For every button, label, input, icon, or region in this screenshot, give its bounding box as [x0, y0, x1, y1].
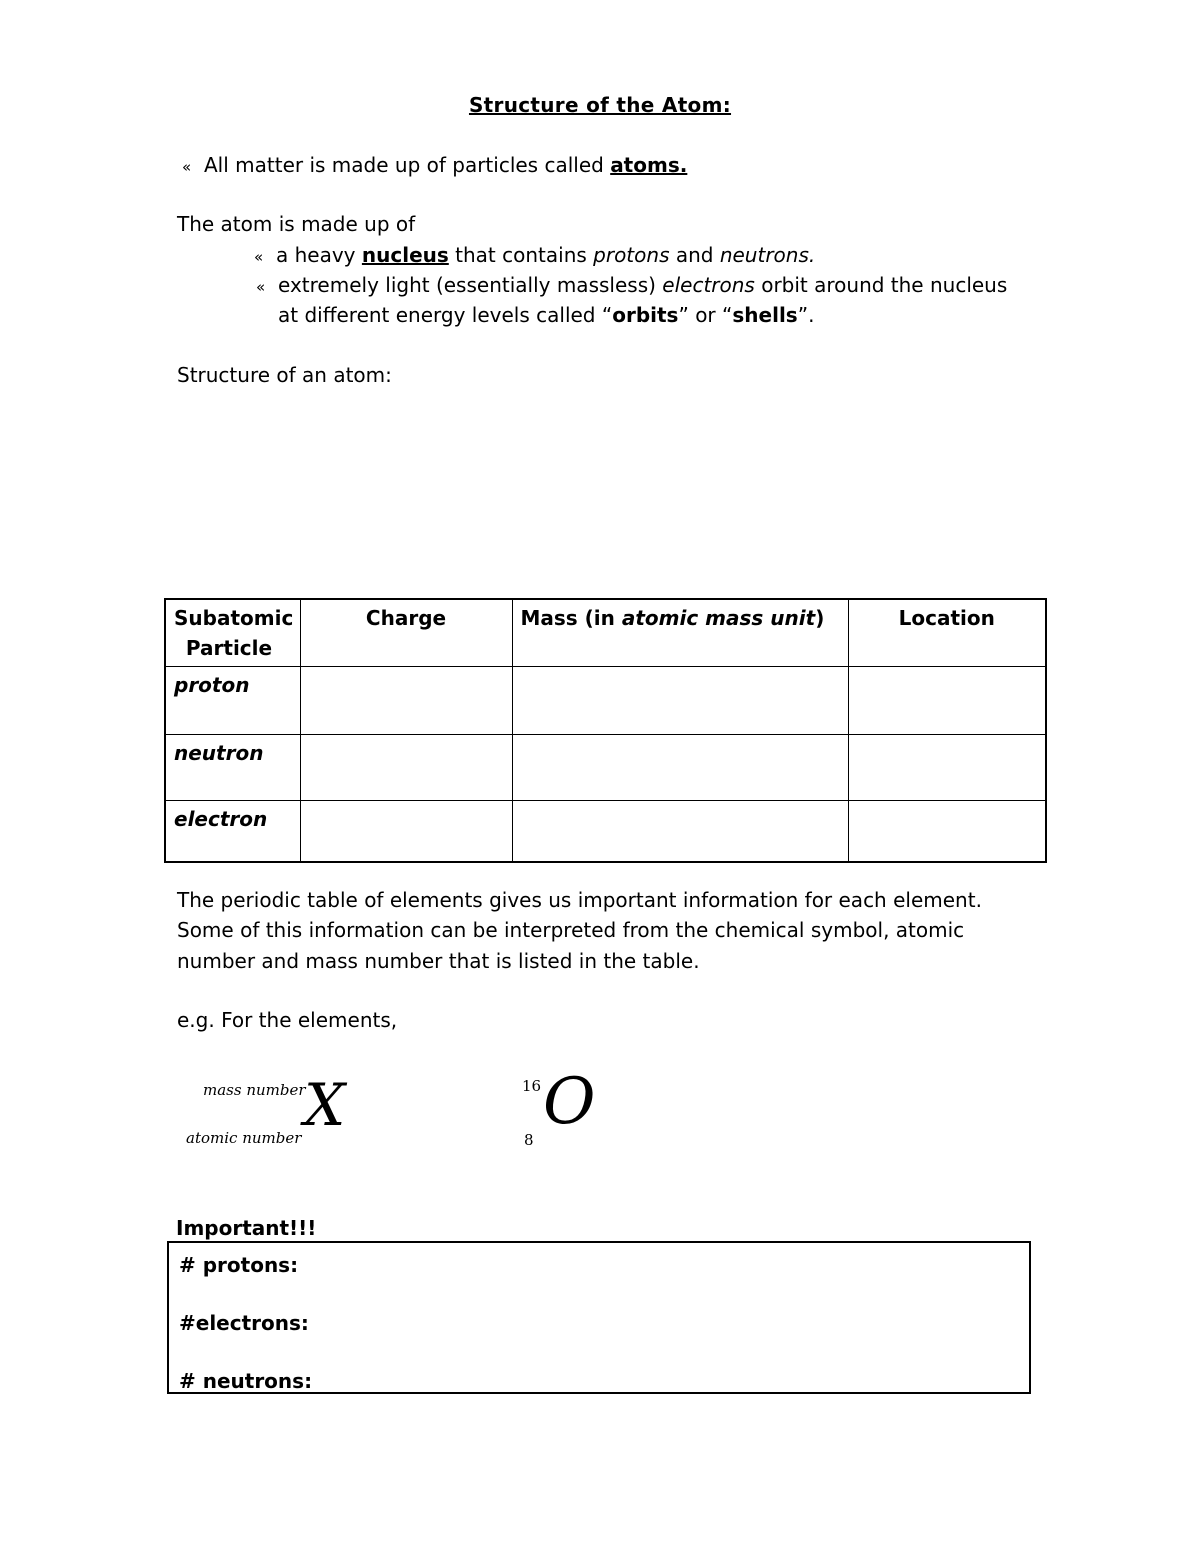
- neutron-charge-cell[interactable]: [300, 735, 512, 801]
- table-row: [165, 801, 1046, 862]
- electrons-bullet-line2: [278, 300, 814, 330]
- periodic-line3: number and mass number that is listed in the table.: [177, 949, 700, 973]
- particle-electron: electron: [165, 801, 300, 862]
- bullet-icon: «: [182, 158, 192, 176]
- particle-neutron: neutron: [165, 735, 300, 801]
- oxygen-atomic-number: 8: [524, 1131, 534, 1149]
- header-location: Location: [848, 599, 1046, 667]
- neutron-location-cell[interactable]: [848, 735, 1046, 801]
- electron-charge-cell[interactable]: [300, 801, 512, 862]
- example-label: e.g. For the elements,: [177, 1008, 398, 1032]
- table-row: [165, 735, 1046, 801]
- periodic-line1: The periodic table of elements gives us important information for each element.: [177, 888, 982, 912]
- periodic-line2: Some of this information can be interpreted from the chemical symbol, atomic: [177, 918, 965, 942]
- particle-proton: proton: [165, 667, 300, 735]
- header-particle: Subatomic Particle: [165, 599, 300, 667]
- bullet-icon: «: [254, 248, 264, 266]
- b2-post: orbit around the nucleus: [754, 273, 1008, 297]
- electrons-term: electrons: [662, 273, 755, 297]
- header-mass: Mass (in atomic mass unit): [512, 599, 848, 667]
- table-header-row: [165, 599, 1046, 667]
- page-title: Structure of the Atom:: [468, 93, 732, 117]
- b2-line2-pre: at different energy levels called “: [278, 303, 613, 327]
- subatomic-table: [164, 598, 1047, 863]
- proton-charge-cell[interactable]: [300, 667, 512, 735]
- b1-and: and: [669, 243, 720, 267]
- neutrons-line[interactable]: # neutrons:: [179, 1369, 313, 1393]
- intro-bullet: [182, 150, 687, 182]
- nucleus-bullet: [254, 240, 815, 272]
- oxygen-mass-number: 16: [522, 1077, 542, 1095]
- b1-pre: a heavy: [276, 243, 362, 267]
- generic-symbol: X: [304, 1071, 346, 1139]
- intro-text: All matter is made up of particles called: [204, 153, 611, 177]
- protons-term: protons: [593, 243, 670, 267]
- b1-mid: that contains: [448, 243, 594, 267]
- important-label: Important!!!: [176, 1216, 317, 1240]
- b2-or: ” or “: [678, 303, 733, 327]
- proton-location-cell[interactable]: [848, 667, 1046, 735]
- electrons-line[interactable]: #electrons:: [179, 1311, 309, 1335]
- bullet-icon: «: [256, 278, 266, 296]
- electron-mass-cell[interactable]: [512, 801, 848, 862]
- neutrons-term: neutrons.: [719, 243, 816, 267]
- proton-mass-cell[interactable]: [512, 667, 848, 735]
- intro-bold: atoms.: [610, 153, 688, 177]
- nucleus-term: nucleus: [361, 243, 449, 267]
- b2-pre: extremely light (essentially massless): [278, 273, 663, 297]
- structure-label: Structure of an atom:: [177, 363, 392, 387]
- shells-term: shells: [732, 303, 798, 327]
- oxygen-symbol: O: [543, 1065, 596, 1139]
- generic-mass-number: mass number: [203, 1081, 306, 1099]
- table-row: [165, 667, 1046, 735]
- b2-end: ”.: [797, 303, 815, 327]
- generic-atomic-number: atomic number: [186, 1129, 302, 1147]
- electrons-bullet: [256, 270, 1007, 302]
- orbits-term: orbits: [612, 303, 679, 327]
- header-charge: Charge: [300, 599, 512, 667]
- protons-line[interactable]: # protons:: [179, 1253, 299, 1277]
- atom-made-of-lead: The atom is made up of: [177, 212, 416, 236]
- neutron-mass-cell[interactable]: [512, 735, 848, 801]
- electron-location-cell[interactable]: [848, 801, 1046, 862]
- important-box: [167, 1241, 1031, 1394]
